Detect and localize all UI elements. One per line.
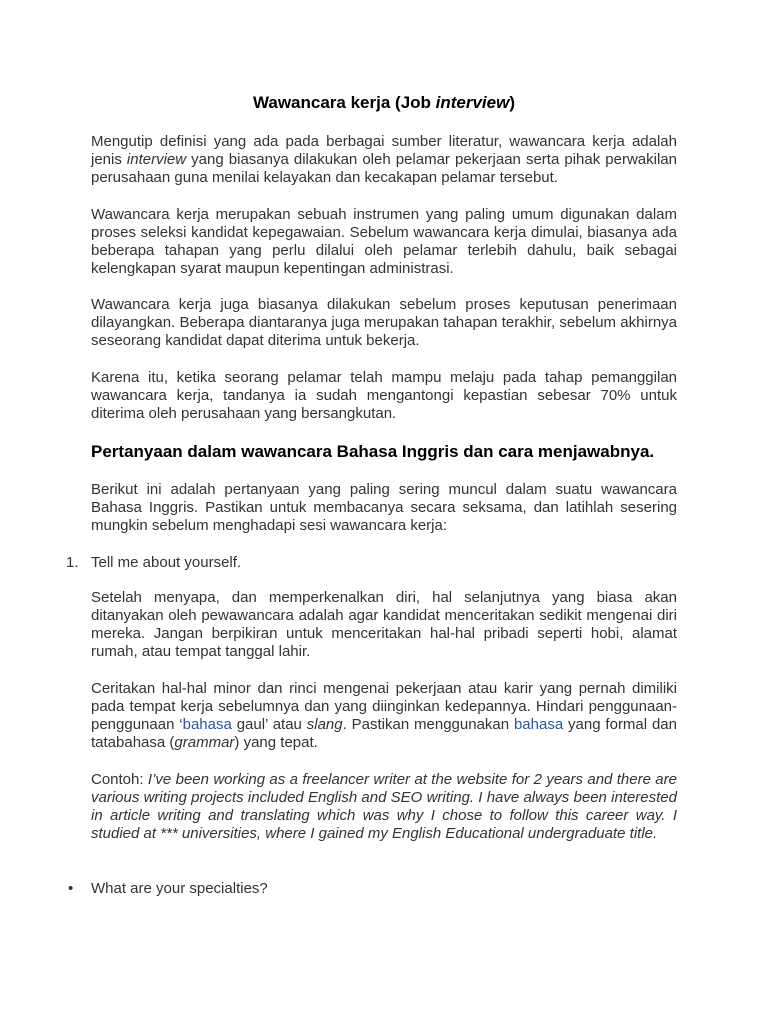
- paragraph-text: yang biasanya dilakukan oleh pelamar pekerjaan serta pihak perwakilan perusahaan guna menilai kelayakan dan kecakapan pelamar tersebut.: [91, 151, 677, 186]
- list-number: 1.: [66, 554, 79, 571]
- example-text: I’ve been working as a freelancer writer at the website for 2 years and there are various writing projects included English and SEO writing. I have always been interested in article writing and translating which was why I chose to follow this career way. I studied at *** universities, where I gained my English Educational undergraduate title.: [91, 771, 677, 842]
- title-italic-text: interview: [435, 93, 510, 112]
- list-item-1: Tell me about yourself.: [91, 554, 242, 571]
- paragraph-example: [91, 771, 677, 843]
- paragraph-text: gaul’ atau: [231, 716, 307, 733]
- paragraph-text: Mengutip definisi yang ada pada berbagai sumber literatur, wawancara kerja adalah jenis: [91, 133, 677, 168]
- bahasa-link[interactable]: bahasa: [182, 716, 232, 733]
- bahasa-link[interactable]: bahasa: [513, 716, 564, 733]
- title-text: Wawancara kerja (Job: [252, 93, 436, 112]
- paragraph-3: Wawancara kerja juga biasanya dilakukan sebelum proses keputusan penerimaan dilayangkan. Beberapa diantaranya juga merupakan tahapan terakhir, sebelum akhirnya seseorang kandidat dapat diterima untuk bekerja.: [91, 296, 677, 349]
- document-title: [0, 93, 768, 113]
- italic-term: grammar: [174, 734, 235, 751]
- example-label: Contoh:: [91, 771, 148, 788]
- list-item-2: What are your specialties?: [91, 880, 268, 897]
- paragraph-5: Berikut ini adalah pertanyaan yang paling sering muncul dalam suatu wawancara Bahasa Inggris. Pastikan untuk membacanya secara seksama, dan latihlah sesering mungkin sebelum menghadapi sesi wawancara kerja:: [91, 481, 677, 534]
- paragraph-6: Setelah menyapa, dan memperkenalkan diri, hal selanjutnya yang biasa akan ditanyakan oleh pewawancara adalah agar kandidat menceritakan sedikit mengenai diri mereka. Jangan berpikiran untuk menceritakan hal-hal pribadi seperti hobi, alamat rumah, atau tempat tanggal lahir.: [91, 589, 677, 660]
- section-heading: Pertanyaan dalam wawancara Bahasa Inggris dan cara menjawabnya.: [91, 442, 655, 461]
- paragraph-text: . Pastikan menggunakan: [342, 716, 514, 733]
- paragraph-text: Ceritakan hal-hal minor dan rinci mengenai pekerjaan atau karir yang pernah dimiliki pada tempat kerja sebelumnya dan yang diinginkan kedepannya. Hindari penggunaan-penggunaan ‘: [91, 680, 677, 733]
- paragraph-text: yang formal dan tatabahasa (: [91, 716, 677, 751]
- paragraph-text: ) yang tepat.: [234, 734, 318, 751]
- italic-term: interview: [126, 151, 187, 168]
- paragraph-7: [91, 680, 677, 752]
- paragraph-2: Wawancara kerja merupakan sebuah instrumen yang paling umum digunakan dalam proses seleksi kandidat kepegawaian. Sebelum wawancara kerja dimulai, biasanya ada beberapa tahapan yang perlu dilalui oleh pelamar terlebih dahulu, baik sebagai kelengkapan syarat maupun kepentingan administrasi.: [91, 206, 677, 277]
- bullet-icon: •: [68, 880, 74, 897]
- italic-term: slang: [306, 716, 343, 733]
- paragraph-intro: [91, 133, 677, 187]
- paragraph-4: Karena itu, ketika seorang pelamar telah mampu melaju pada tahap pemanggilan wawancara kerja, tandanya ia sudah mengantongi kepastian sebesar 70% untuk diterima oleh perusahaan yang bersangkutan.: [91, 369, 677, 422]
- title-text-end: ): [509, 93, 516, 112]
